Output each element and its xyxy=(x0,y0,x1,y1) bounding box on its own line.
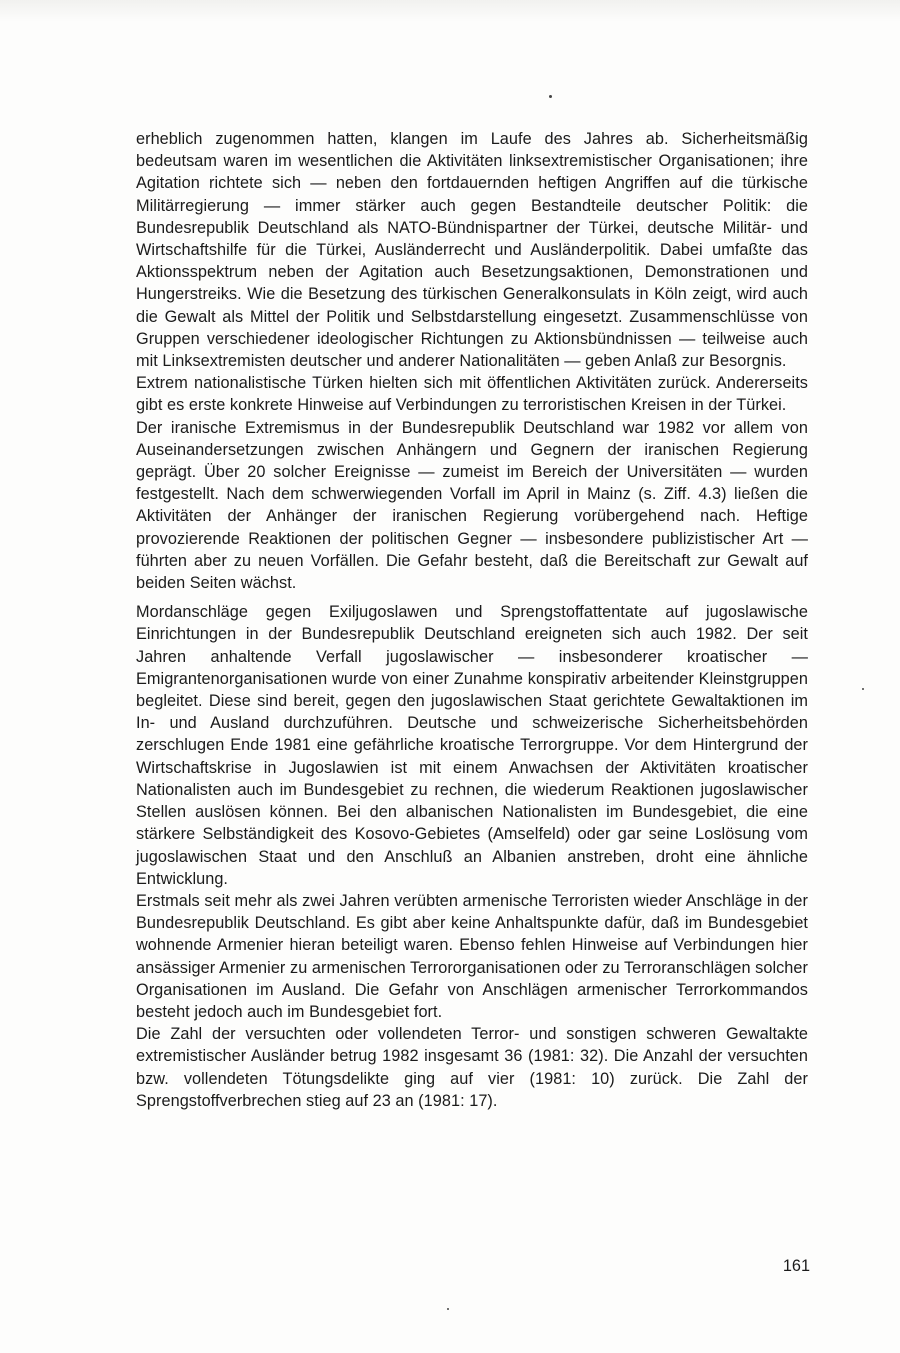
paragraph-turkish-left-extremism: erheblich zugenommen hatten, klangen im Laufe des Jahres ab. Sicherheitsmäßig bedeutsam waren im wesentlichen die Aktivitäten linksextremistischer Organisationen; ihre Agitation richtete sich — neben den fortdauernden heftigen Angriffen auf die türkische Militärregierung — immer stärker auch gegen Bestandteile deutscher Politik: die Bundesrepublik Deutschland als NATO-Bündnispartner der Türkei, deutsche Militär- und Wirtschaftshilfe für die Türkei, Ausländerrecht und Ausländerpolitik. Dabei umfaßte das Aktionsspektrum neben der Agitation auch Besetzungsaktionen, Demonstrationen und Hungerstreiks. Wie die Besetzung des türkischen Generalkonsulats in Köln zeigt, wird auch die Gewalt als Mittel der Politik und Selbstdarstellung eingesetzt. Zusammenschlüsse von Gruppen verschiedener ideologischer Richtungen zu Aktionsbündnissen — teilweise auch mit Linksextremisten deutscher und anderer Nationalitäten — geben Anlaß zur Besorgnis. xyxy=(136,130,808,371)
paragraph-armenian-terrorists: Erstmals seit mehr als zwei Jahren verübten armenische Terroristen wieder Anschläge in der Bundesrepublik Deutschland. Es gibt aber keine Anhaltspunkte dafür, daß im Bundesgebiet wohnende Armenier hieran beteiligt waren. Ebenso fehlen Hinweise auf Verbindungen hier ansässiger Armenier zu armenischen Terrororganisationen oder zu Terroranschlägen solcher Organisationen im Ausland. Die Gefahr von Anschlägen armenischer Terrorkommandos besteht jedoch auch im Bundesgebiet fort. xyxy=(136,891,808,1021)
paragraph-iranian-extremism: Der iranische Extremismus in der Bundesrepublik Deutschland war 1982 vor allem von Auseinandersetzungen zwischen Anhängern und Gegnern der iranischen Regierung geprägt. Über 20 solcher Ereignisse — zumeist im Bereich der Universitäten — wurden festgestellt. Nach dem schwerwiegenden Vorfall im April in Mainz (s. Ziff. 4.3) ließen die Aktivitäten der Anhänger der iranischen Regierung vorübergehend nach. Heftige provozierende Reaktionen der politischen Gegner — insbesondere publizistischer Art — führten aber zu neuen Vorfällen. Die Gefahr besteht, daß die Bereitschaft zur Gewalt auf beiden Seiten wächst. xyxy=(136,418,808,593)
page-number: 161 xyxy=(782,1257,810,1275)
scan-speck xyxy=(862,688,864,690)
scan-speck xyxy=(549,95,552,98)
scan-top-edge xyxy=(0,0,900,22)
paragraph-yugoslav-emigrants: Mordanschläge gegen Exiljugoslawen und Sprengstoffattentate auf jugoslawische Einrichtungen in der Bundesrepublik Deutschland ereigneten sich auch 1982. Der seit Jahren anhaltende Verfall jugoslawischer — insbesonderer kroatischer — Emigrantenorganisationen wurde von einer Zunahme konspirativ arbeitender Kleinstgruppen begleitet. Diese sind bereit, gegen den jugoslawischen Staat gerichtete Gewaltaktionen im In- und Ausland durchzuführen. Deutsche und schweizerische Sicherheitsbehörden zerschlugen Ende 1981 eine gefährliche kroatische Terrorgruppe. Vor dem Hintergrund der Wirtschaftskrise in Jugoslawien ist mit einem Anwachsen der Aktivitäten kroatischer Nationalisten auch im Bundesgebiet zu rechnen, die wiederum Reaktionen jugoslawischer Stellen auslösen können. Bei den albanischen Nationalisten im Bundesgebiet, die eine stärkere Selbständigkeit des Kosovo-Gebietes (Amselfeld) oder gar seine Loslösung vom jugoslawischen Staat und den Anschluß an Albanien anstreben, droht eine ähnliche Entwicklung. xyxy=(136,603,808,888)
paragraph-violence-statistics: Die Zahl der versuchten oder vollendeten Terror- und sonstigen schweren Gewaltakte extremistischer Ausländer betrug 1982 insgesamt 36 (1981: 32). Die Anzahl der versuchten bzw. vollendeten Tötungsdelikte ging auf vier (1981: 10) zurück. Die Zahl der Sprengstoffverbrechen stieg auf 23 an (1981: 17). xyxy=(136,1025,808,1110)
body-text xyxy=(136,128,808,1112)
scan-speck xyxy=(447,1308,449,1310)
paragraph-turkish-nationalists: Extrem nationalistische Türken hielten sich mit öffentlichen Aktivitäten zurück. Andererseits gibt es erste konkrete Hinweise auf Verbindungen zu terroristischen Kreisen in der Türkei. xyxy=(136,374,808,415)
